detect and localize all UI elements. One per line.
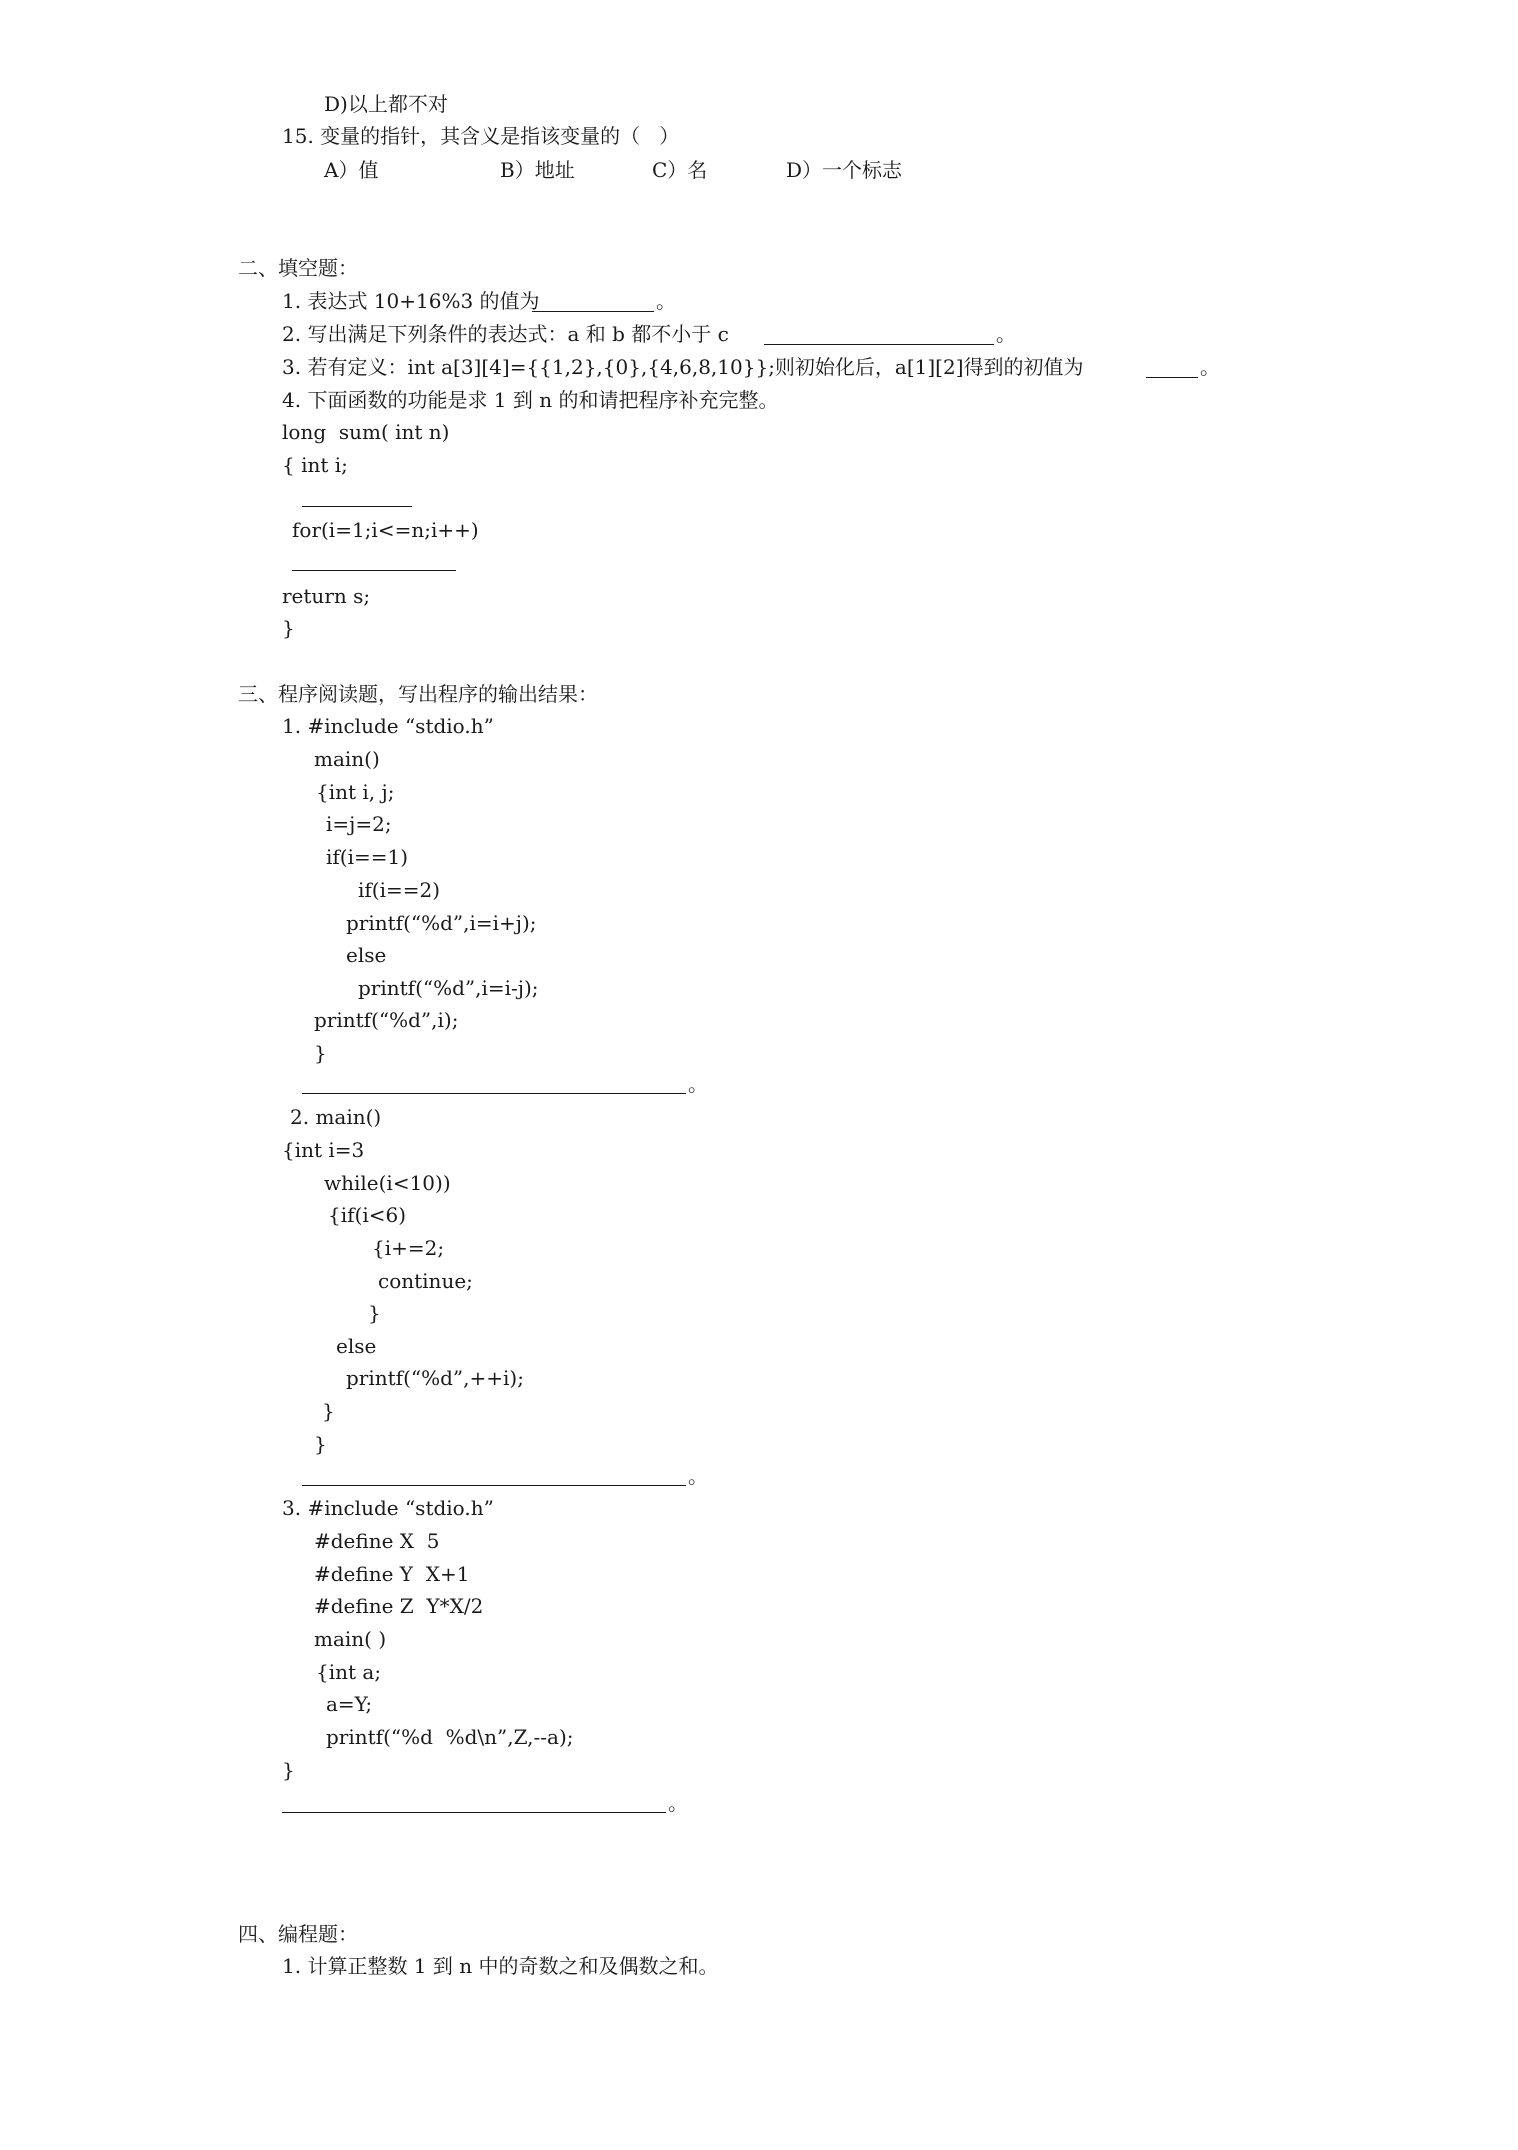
fill-q3-answer-blank[interactable] (1146, 377, 1198, 378)
p3-code-line: {int a; (316, 1660, 382, 1684)
q15-option-b: B）地址 (500, 158, 575, 182)
programming-q1: 1. 计算正整数 1 到 n 中的奇数之和及偶数之和。 (282, 1954, 719, 1978)
p1-code-line: {int i, j; (316, 780, 395, 804)
fill-q3-text: 3. 若有定义：int a[3][4]={{1,2},{0},{4,6,8,10}};则初始化后，a[1][2]得到的初值为 (282, 355, 1084, 379)
programming-heading: 四、编程题： (238, 1922, 358, 1946)
p2-code-line: {if(i<6) (328, 1203, 407, 1227)
p2-code-line: {i+=2; (372, 1236, 445, 1260)
p2-code-line: } (314, 1432, 327, 1456)
fill-q4-code-line: { int i; (282, 453, 348, 477)
p1-code-line: if(i==1) (326, 845, 409, 869)
fill-q1-end: 。 (656, 289, 676, 313)
p2-code-line: } (322, 1399, 335, 1423)
fill-q4-code-line: } (282, 616, 295, 640)
p1-code-line: else (346, 943, 387, 967)
p1-code-line: 1. #include “stdio.h” (282, 714, 494, 738)
p3-code-line: 3. #include “stdio.h” (282, 1496, 494, 1520)
q15-option-c: C）名 (652, 158, 708, 182)
fill-q4-code-line: for(i=1;i<=n;i++) (292, 518, 479, 542)
fill-q3-end: 。 (1200, 355, 1220, 379)
fill-heading: 二、填空题： (238, 256, 358, 280)
p1-answer-blank[interactable] (302, 1093, 686, 1094)
p1-code-line: printf(“%d”,i=i+j); (346, 911, 537, 935)
p2-code-line: {int i=3 (282, 1138, 365, 1162)
q15-option-d: D）一个标志 (786, 158, 903, 182)
p3-code-line: a=Y; (326, 1692, 373, 1716)
p3-code-line: #define Y X+1 (314, 1562, 470, 1586)
fill-q2-text: 2. 写出满足下列条件的表达式：a 和 b 都不小于 c (282, 322, 729, 346)
p1-code-line: printf(“%d”,i=i-j); (358, 976, 539, 1000)
fill-q4-code-line: long sum( int n) (282, 420, 450, 444)
p2-answer-blank[interactable] (302, 1485, 686, 1486)
fill-q2-end: 。 (996, 322, 1016, 346)
p1-code-line: } (314, 1041, 327, 1065)
p3-code-line: } (282, 1758, 295, 1782)
fill-q4-blank-2[interactable] (292, 570, 456, 571)
p3-answer-blank[interactable] (282, 1812, 666, 1813)
p3-answer-end: 。 (668, 1791, 688, 1815)
p3-code-line: #define Z Y*X/2 (314, 1594, 484, 1618)
fill-q2-answer-blank[interactable] (764, 344, 994, 345)
fill-q1-answer-blank[interactable] (532, 311, 654, 312)
p2-code-line: while(i<10)) (324, 1171, 451, 1195)
p1-code-line: main() (314, 747, 380, 771)
reading-heading: 三、程序阅读题，写出程序的输出结果： (238, 682, 598, 706)
fill-q4-code-line: return s; (282, 584, 371, 608)
p2-code-line: printf(“%d”,++i); (346, 1366, 524, 1390)
p2-code-line: 2. main() (290, 1105, 382, 1129)
fill-q1-text: 1. 表达式 10+16%3 的值为 (282, 289, 540, 313)
fill-q4-text: 4. 下面函数的功能是求 1 到 n 的和请把程序补充完整。 (282, 388, 779, 412)
p2-code-line: else (336, 1334, 377, 1358)
p3-code-line: #define X 5 (314, 1529, 440, 1553)
p1-code-line: printf(“%d”,i); (314, 1008, 459, 1032)
p1-code-line: i=j=2; (326, 812, 392, 836)
p3-code-line: main( ) (314, 1627, 387, 1651)
p3-code-line: printf(“%d %d\n”,Z,--a); (326, 1725, 574, 1749)
p2-answer-end: 。 (688, 1464, 708, 1488)
p1-answer-end: 。 (688, 1072, 708, 1096)
p2-code-line: } (368, 1301, 381, 1325)
p2-code-line: continue; (378, 1269, 473, 1293)
fill-q4-blank-1[interactable] (302, 506, 412, 507)
q15-stem: 15. 变量的指针，其含义是指该变量的（ ） (282, 124, 680, 148)
q14-option-d: D)以上都不对 (324, 92, 448, 116)
q15-option-a: A）值 (324, 158, 379, 182)
p1-code-line: if(i==2) (358, 878, 441, 902)
